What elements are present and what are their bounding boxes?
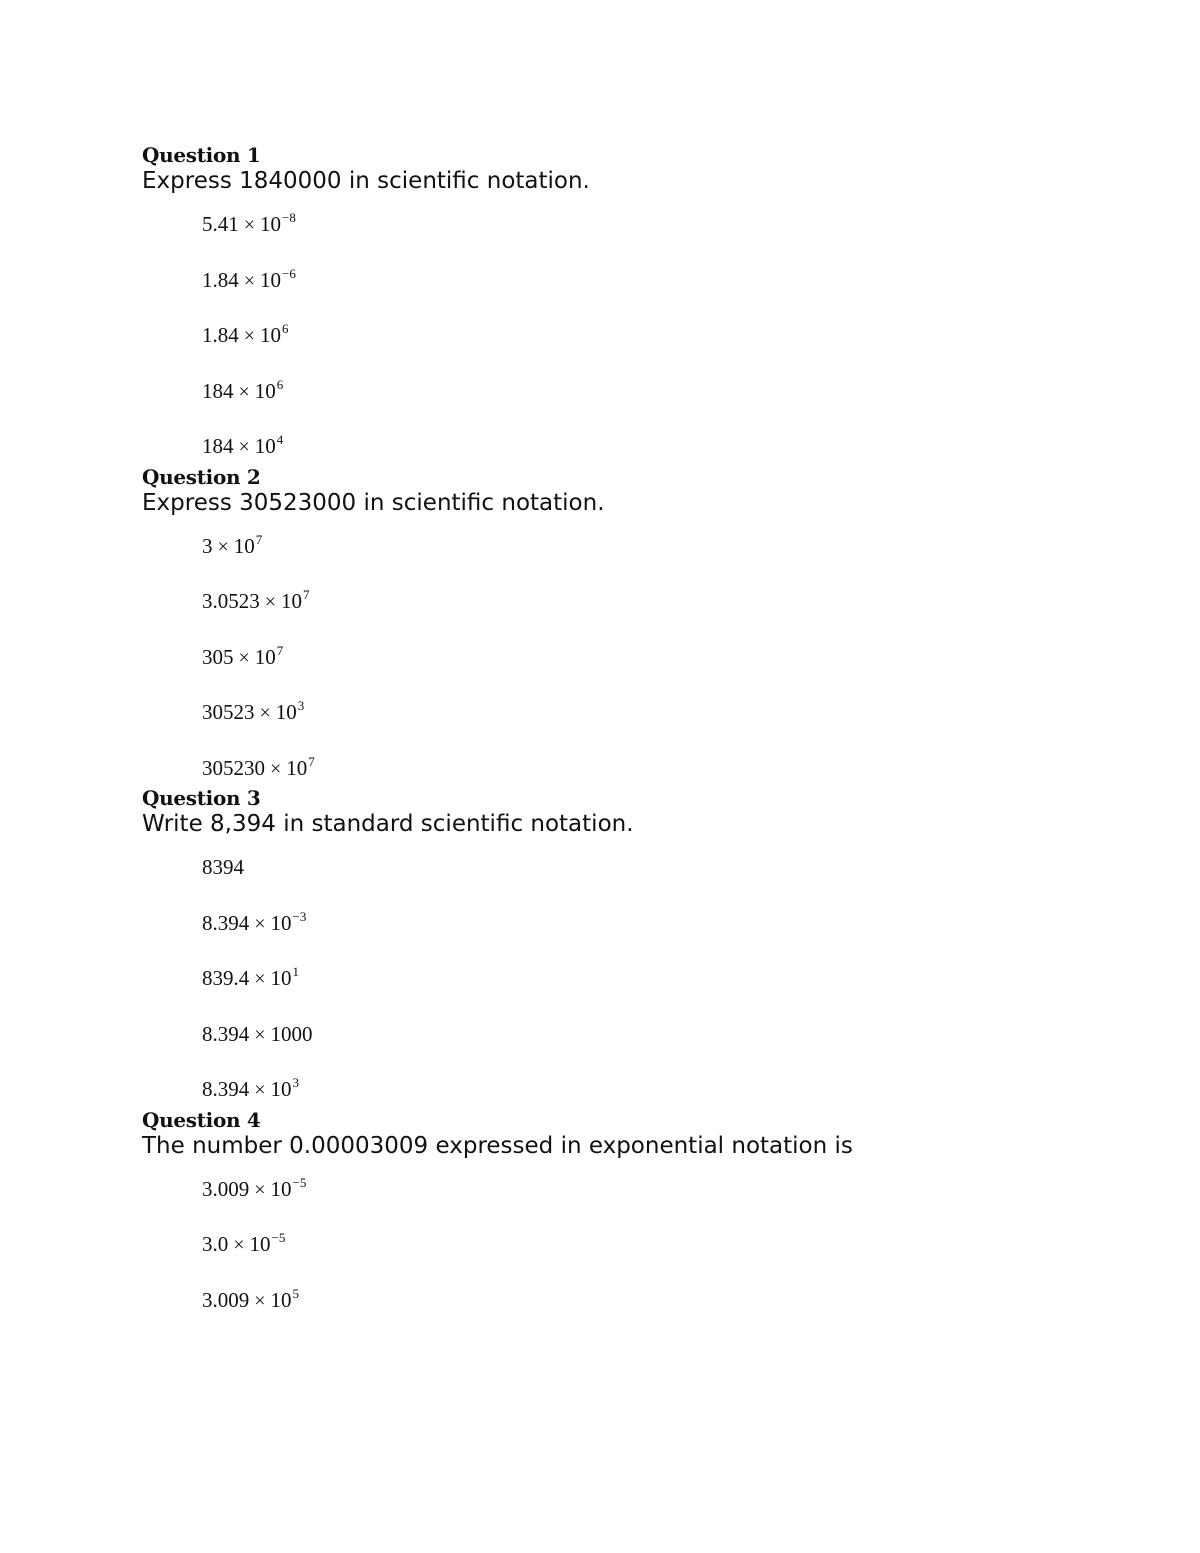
option-exponent: 7	[308, 753, 315, 769]
option-base: 10	[260, 212, 282, 236]
option-base: 10	[254, 644, 276, 669]
times-symbol: ×	[259, 702, 271, 724]
question-prompt: Express 1840000 in scientific notation.	[142, 168, 590, 194]
option-mantissa: 3.0523	[202, 589, 260, 613]
option-mantissa: 8.394	[202, 1077, 250, 1101]
answer-option[interactable]	[202, 574, 1122, 630]
option-exponent: 3	[292, 1075, 300, 1090]
option-mantissa: 3.009	[202, 1287, 250, 1312]
option-exponent: 7	[255, 531, 263, 547]
answer-option[interactable]	[202, 197, 1122, 253]
answer-options	[142, 197, 1122, 475]
option-base: 10	[270, 1077, 292, 1101]
answer-options	[142, 519, 1122, 797]
option-base: 10	[270, 966, 292, 990]
option-mantissa: 5.41	[202, 212, 239, 236]
answer-option[interactable]	[202, 1162, 1122, 1218]
option-mantissa: 30523	[202, 700, 255, 724]
question-4	[142, 1108, 1122, 1329]
option-base: 10	[233, 533, 255, 558]
times-symbol: ×	[254, 1289, 266, 1312]
question-heading: Question 2	[142, 464, 261, 489]
option-base: 10	[270, 1176, 292, 1201]
option-base: 10	[281, 589, 303, 613]
answer-option[interactable]	[202, 630, 1122, 686]
times-symbol: ×	[238, 436, 250, 458]
option-exponent: 4	[276, 432, 284, 447]
option-mantissa: 184	[202, 378, 234, 403]
option-value: 8394	[202, 855, 244, 879]
option-base: 10	[275, 700, 297, 724]
option-base: 10	[254, 378, 276, 403]
answer-option[interactable]	[202, 951, 1122, 1007]
option-base: 10	[286, 755, 308, 780]
question-heading: Question 3	[142, 786, 261, 810]
option-exponent: −8	[282, 210, 296, 225]
times-symbol: ×	[264, 591, 277, 613]
times-symbol: ×	[238, 646, 250, 669]
times-symbol: ×	[254, 912, 266, 935]
option-exponent: −3	[292, 908, 307, 924]
answer-option[interactable]	[202, 840, 1122, 896]
option-base: 1000	[270, 1021, 313, 1046]
option-exponent: 1	[292, 964, 300, 979]
option-base: 10	[270, 1287, 292, 1312]
option-mantissa: 1.84	[202, 267, 239, 292]
times-symbol: ×	[254, 1079, 266, 1101]
answer-option[interactable]	[202, 253, 1122, 309]
option-exponent: 5	[292, 1285, 300, 1301]
times-symbol: ×	[233, 1234, 245, 1256]
option-base: 10	[270, 910, 292, 935]
option-exponent: 7	[303, 587, 310, 602]
option-exponent: 7	[276, 642, 284, 658]
option-mantissa: 3	[202, 533, 213, 558]
answer-option[interactable]	[202, 1273, 1122, 1329]
times-symbol: ×	[254, 968, 266, 990]
answer-option[interactable]	[202, 1007, 1122, 1063]
option-mantissa: 8.394	[202, 1021, 250, 1046]
option-mantissa: 305230	[202, 755, 265, 780]
times-symbol: ×	[238, 380, 250, 403]
answer-option[interactable]	[202, 685, 1122, 741]
option-exponent: 3	[297, 698, 305, 713]
times-symbol: ×	[270, 757, 282, 780]
option-base: 10	[260, 267, 282, 292]
answer-option[interactable]	[202, 364, 1122, 420]
question-2	[142, 465, 1122, 797]
option-exponent: −5	[292, 1174, 307, 1190]
times-symbol: ×	[243, 325, 256, 347]
times-symbol: ×	[243, 269, 256, 292]
answer-options	[142, 840, 1122, 1118]
option-mantissa: 305	[202, 644, 234, 669]
option-exponent: 6	[276, 376, 284, 392]
option-base: 10	[260, 323, 282, 347]
option-exponent: −6	[282, 265, 296, 281]
option-mantissa: 3.009	[202, 1176, 250, 1201]
document-page	[142, 143, 1122, 1328]
option-base: 10	[254, 434, 276, 458]
question-prompt: Express 30523000 in scientific notation.	[142, 489, 605, 516]
times-symbol: ×	[254, 1178, 266, 1201]
times-symbol: ×	[243, 214, 256, 236]
option-exponent: −5	[271, 1230, 286, 1245]
option-mantissa: 3.0	[202, 1232, 229, 1256]
option-mantissa: 184	[202, 434, 234, 458]
answer-options	[142, 1162, 1122, 1329]
option-mantissa: 8.394	[202, 910, 250, 935]
question-heading: Question 4	[142, 1107, 261, 1132]
answer-option[interactable]	[202, 896, 1122, 952]
question-prompt: The number 0.00003009 expressed in exponential notation is	[142, 1132, 853, 1159]
times-symbol: ×	[254, 1023, 266, 1046]
answer-option[interactable]	[202, 1217, 1122, 1273]
question-prompt: Write 8,394 in standard scientific notation.	[142, 811, 634, 837]
question-3	[142, 786, 1122, 1118]
question-heading: Question 1	[142, 143, 261, 167]
option-mantissa: 1.84	[202, 323, 239, 347]
answer-option[interactable]	[202, 519, 1122, 575]
question-1	[142, 143, 1122, 475]
option-exponent: 6	[282, 321, 289, 336]
option-mantissa: 839.4	[202, 966, 250, 990]
answer-option[interactable]	[202, 308, 1122, 364]
option-base: 10	[249, 1232, 271, 1256]
times-symbol: ×	[217, 535, 229, 558]
